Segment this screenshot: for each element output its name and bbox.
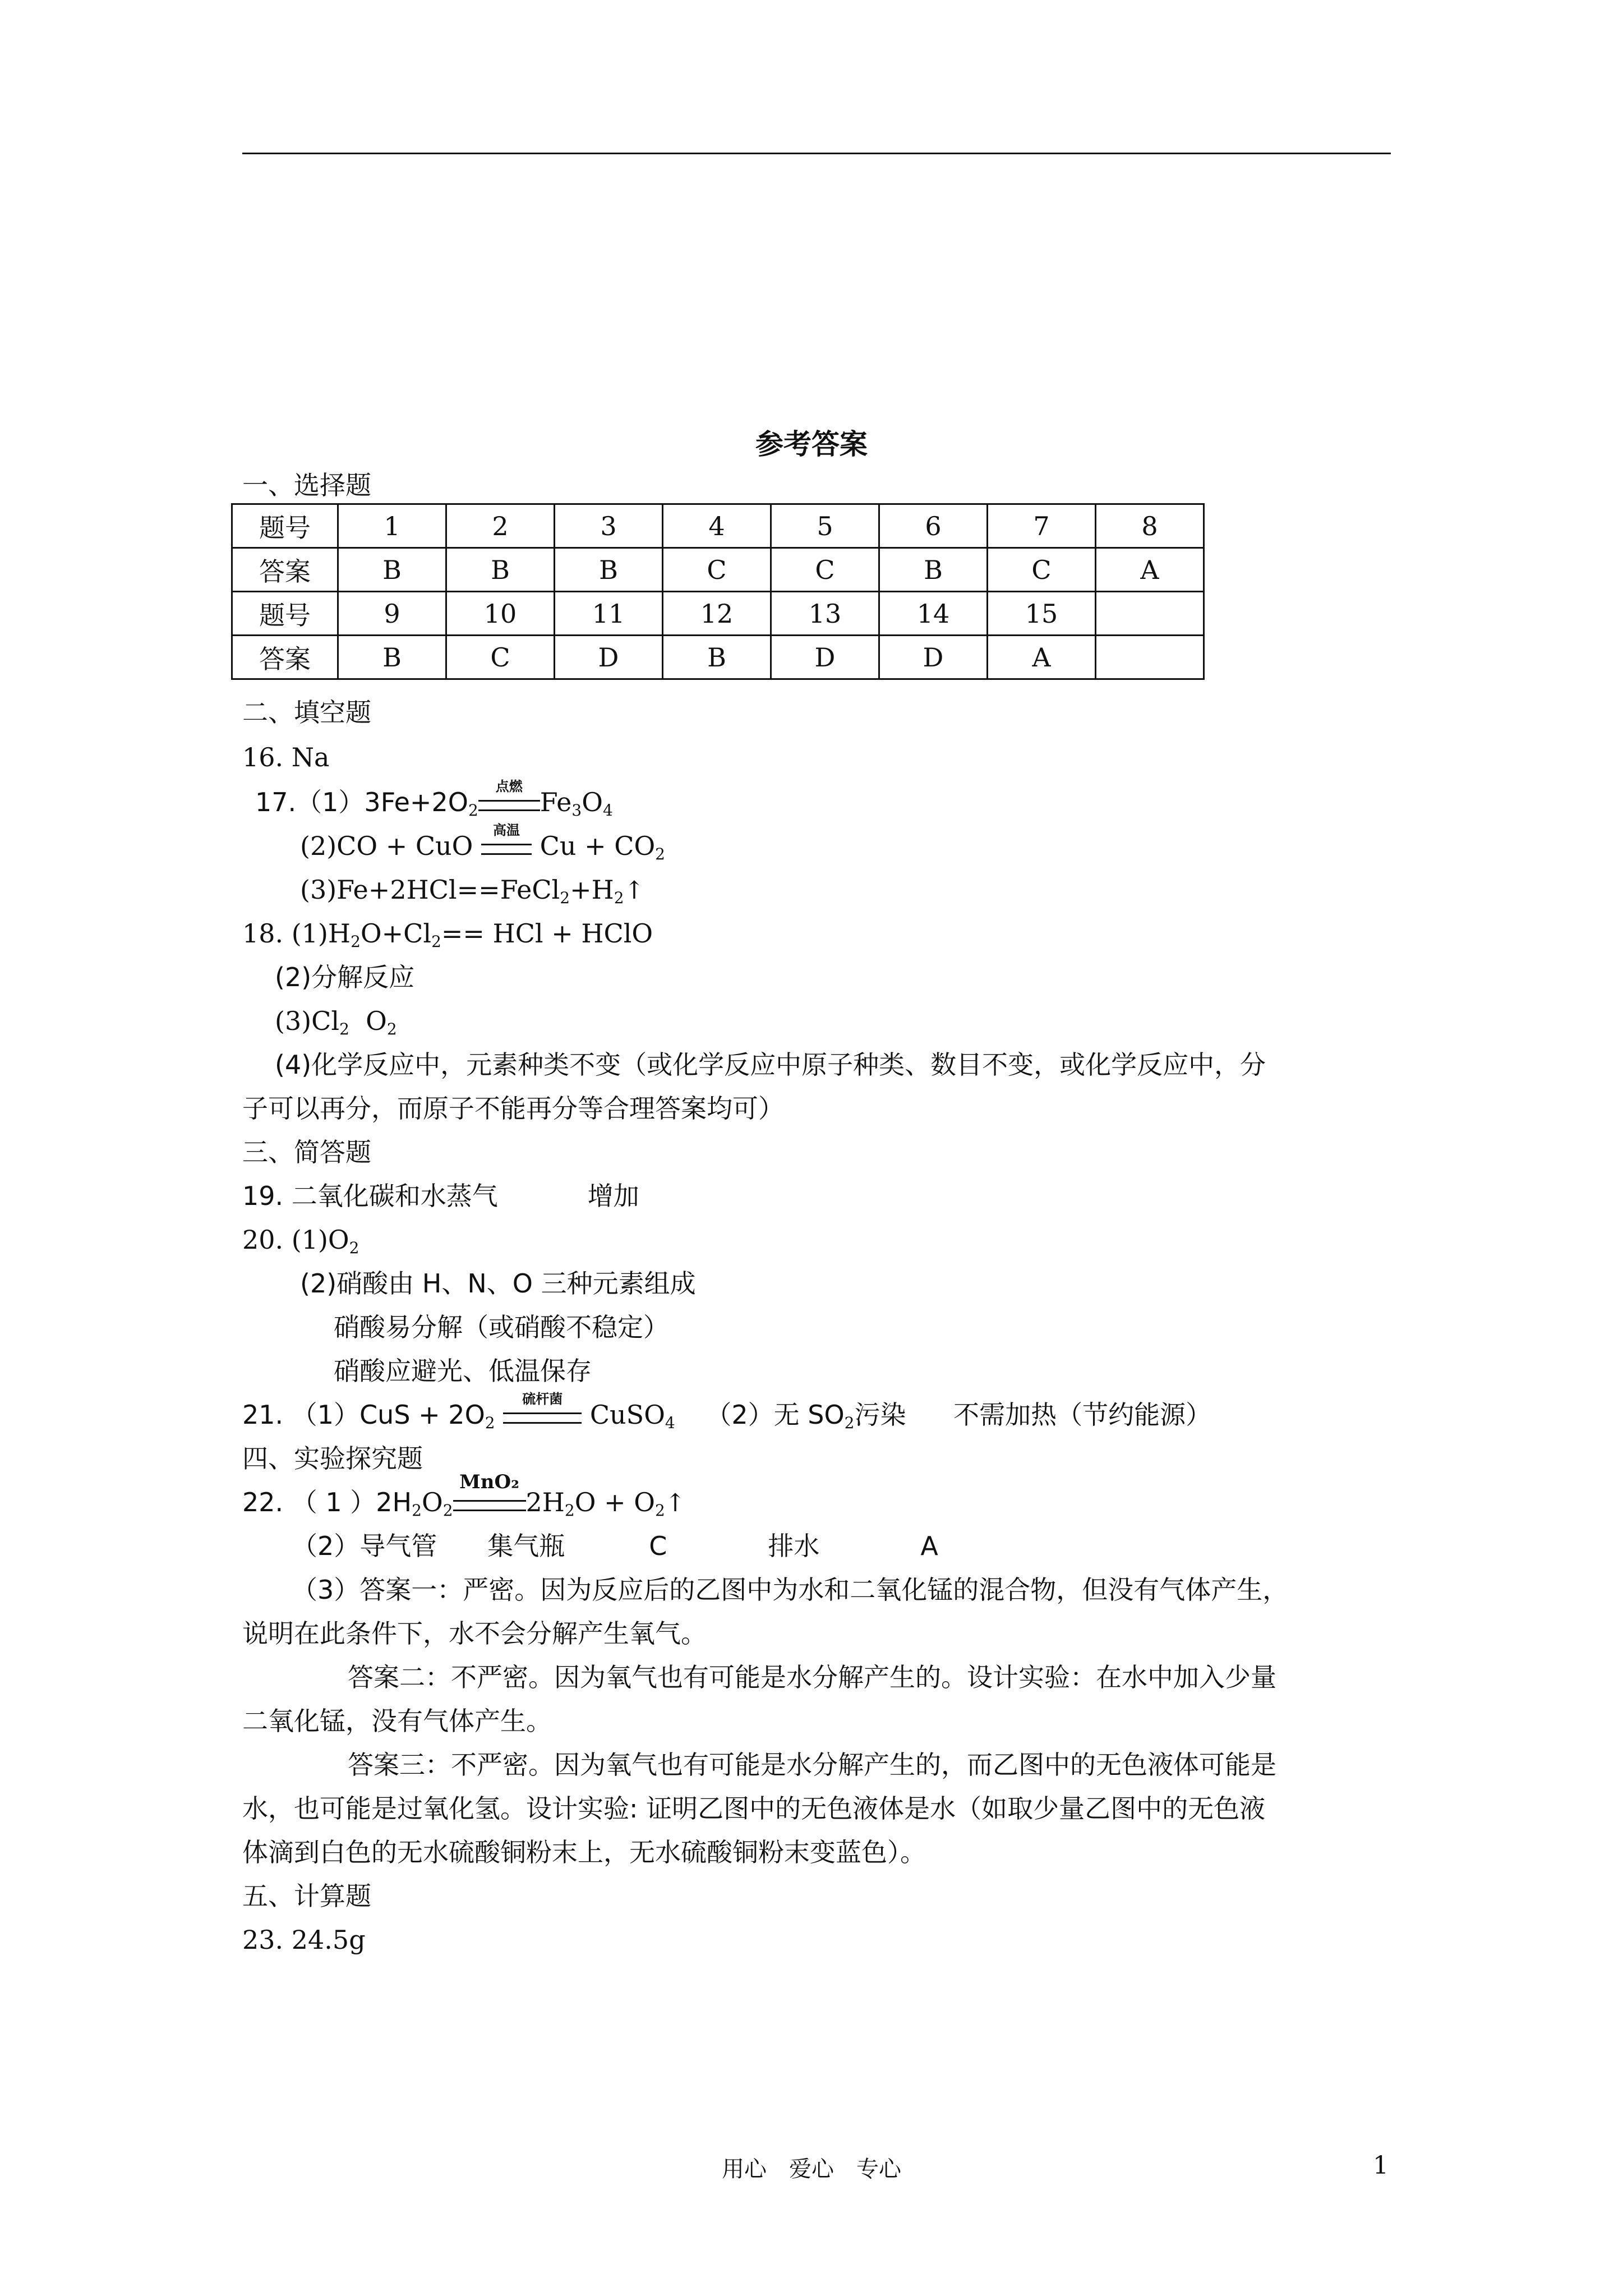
q22-line4: 说明在此条件下，水不会分解产生氧气。 (242, 1618, 707, 1649)
q21-pre: 21. （1）CuS + 2O (242, 1400, 485, 1430)
section-calc: 五、计算题 (242, 1881, 371, 1911)
q22-l1-post-b: O + O (574, 1487, 655, 1517)
subscript: 4 (602, 801, 613, 820)
q17-l2-pre: (2)CO + CuO (300, 831, 473, 861)
section-short: 三、简答题 (242, 1137, 371, 1167)
table-cell: B (338, 636, 446, 679)
table-cell: B (663, 636, 771, 679)
q22-l2-1: 集气瓶 (487, 1531, 565, 1561)
table-cell: 5 (771, 504, 879, 548)
q22-line8: 水，也可能是过氧化氢。设计实验: 证明乙图中的无色液体是水（如取少量乙图中的无色液 (242, 1793, 1266, 1824)
answer-table (231, 503, 1205, 680)
table-cell (1096, 636, 1204, 679)
table-cell: 题号 (232, 504, 338, 548)
table-cell: 9 (338, 592, 446, 636)
q22-l1-b: O (421, 1487, 443, 1517)
table-cell: A (988, 636, 1096, 679)
q19-a: 19. 二氧化碳和水蒸气 (242, 1181, 498, 1211)
section-fill: 二、填空题 (242, 697, 371, 728)
page-title: 参考答案 (755, 428, 868, 461)
subscript: 2 (560, 889, 570, 907)
table-cell: 6 (879, 504, 988, 548)
table-cell: C (771, 548, 879, 592)
subscript: 2 (485, 1414, 495, 1432)
q22-l2-4: A (920, 1531, 938, 1561)
subscript: 2 (655, 845, 665, 863)
table-row (232, 548, 1204, 592)
q21-post: CuSO (589, 1400, 665, 1430)
q22-line7: 答案三：不严密。因为氧气也有可能是水分解产生的，而乙图中的无色液体可能是 (348, 1750, 1276, 1780)
q20-line1 (242, 1223, 359, 1257)
subscript: 2 (654, 1501, 665, 1520)
q22-l1-pre: 22. （ 1 ）2H (242, 1487, 412, 1517)
table-cell: B (338, 548, 446, 592)
condition-text: 高温 (493, 822, 520, 838)
condition-sign (453, 1471, 526, 1511)
subscript: 2 (412, 1501, 422, 1520)
q22-l2-3: 排水 (768, 1531, 820, 1561)
section-choice: 一、选择题 (242, 470, 371, 500)
condition-text: 点燃 (495, 779, 523, 794)
up-arrow-icon: ↑ (665, 1489, 686, 1517)
subscript: 2 (614, 889, 624, 907)
subscript: 2 (431, 932, 441, 951)
table-cell: C (663, 548, 771, 592)
subscript: 4 (665, 1414, 675, 1432)
q17-line2 (300, 822, 665, 863)
q17-l1-post: Fe (540, 787, 572, 817)
table-cell: B (446, 548, 555, 592)
q17-l1-pre: 17.（1）3Fe+2O (255, 787, 468, 817)
q19-line (242, 1179, 639, 1213)
q18-line2: (2)分解反应 (275, 962, 415, 992)
subscript: 2 (349, 1239, 359, 1257)
subscript: 2 (339, 1020, 349, 1038)
table-cell: 12 (663, 592, 771, 636)
subscript: 2 (351, 932, 361, 951)
q20-line3: 硝酸易分解（或硝酸不稳定） (334, 1312, 669, 1342)
table-cell: A (1096, 548, 1204, 592)
q22-l2-2: C (649, 1531, 667, 1561)
table-row (232, 636, 1204, 679)
table-cell: B (879, 548, 988, 592)
subscript: 3 (571, 801, 582, 820)
q18-l3b: O (357, 1006, 387, 1036)
q18-line5: 子可以再分，而原子不能再分等合理答案均可） (242, 1093, 784, 1124)
table-cell: D (879, 636, 988, 679)
table-row (232, 592, 1204, 636)
table-cell: 3 (555, 504, 663, 548)
table-cell: 13 (771, 592, 879, 636)
q20-line4: 硝酸应避光、低温保存 (334, 1356, 592, 1386)
q21-p3: 不需加热（节约能源） (953, 1400, 1212, 1430)
table-cell: 15 (988, 592, 1096, 636)
table-cell: 8 (1096, 504, 1204, 548)
q22-l2-0: （2）导气管 (292, 1531, 437, 1561)
q22-l1-post: 2H (525, 1487, 565, 1517)
section-experiment: 四、实验探究题 (242, 1443, 423, 1474)
table-cell: 答案 (232, 548, 338, 592)
subscript: 2 (468, 801, 478, 820)
table-cell: 1 (338, 504, 446, 548)
q22-line5: 答案二：不严密。因为氧气也有可能是水分解产生的。设计实验：在水中加入少量 (348, 1662, 1276, 1692)
subscript: 2 (386, 1020, 397, 1038)
table-cell: 11 (555, 592, 663, 636)
subscript: 2 (844, 1414, 855, 1432)
q16-answer: 16. Na (242, 742, 330, 772)
table-cell: 题号 (232, 592, 338, 636)
q18-line4: (4)化学反应中，元素种类不变（或化学反应中原子种类、数目不变，或化学反应中，分 (275, 1050, 1266, 1080)
q23-answer: 23. 24.5g (242, 1925, 366, 1955)
page-number: 1 (1373, 2151, 1389, 2180)
q18-line1 (242, 917, 653, 950)
q17-l3: (3)Fe+2HCl==FeCl (300, 875, 560, 905)
subscript: 2 (564, 1501, 575, 1520)
table-cell: D (555, 636, 663, 679)
q20-line2: (2)硝酸由 H、N、O 三种元素组成 (300, 1268, 696, 1299)
q22-line3: （3）答案一：严密。因为反应后的乙图中为水和二氧化锰的混合物，但没有气体产生， (292, 1575, 1289, 1605)
q18-l1b: O+Cl (360, 918, 432, 949)
table-cell: 10 (446, 592, 555, 636)
up-arrow-icon: ↑ (624, 876, 645, 905)
q18-l3a: (3)Cl (275, 1006, 340, 1036)
condition-text: 硫杆菌 (522, 1391, 563, 1407)
table-cell: 14 (879, 592, 988, 636)
condition-sign (478, 779, 540, 811)
condition-sign (503, 1391, 582, 1424)
condition-sign (481, 822, 532, 855)
q17-line3 (300, 873, 644, 908)
q20-l1: 20. (1)O (242, 1225, 349, 1255)
q19-b: 增加 (587, 1181, 639, 1211)
q17-l2-post: Cu + CO (540, 831, 656, 861)
q22-line6: 二氧化锰，没有气体产生。 (242, 1706, 552, 1736)
table-cell: C (446, 636, 555, 679)
page-footer: 用心 爱心 专心 (722, 2156, 901, 2182)
q17-line1: $17.(1)3Fe+2O_2$ 点燃 $Fe_3O_4$ (255, 785, 613, 819)
q18-l1c: == HCl + HClO (441, 918, 653, 949)
q21-line (242, 1391, 1212, 1432)
q17-l3b: +H (570, 875, 614, 905)
condition-text: MnO₂ (459, 1471, 519, 1493)
subscript: 2 (442, 1501, 453, 1520)
table-row (232, 504, 1204, 548)
header-rule (242, 153, 1391, 154)
table-cell: C (988, 548, 1096, 592)
table-cell (1096, 592, 1204, 636)
q22-line1 (242, 1471, 686, 1520)
table-cell: 7 (988, 504, 1096, 548)
q21-p2b: 污染 (854, 1400, 906, 1430)
table-cell: 4 (663, 504, 771, 548)
table-cell: 答案 (232, 636, 338, 679)
q21-p2a: （2）无 SO (706, 1400, 845, 1430)
q18-line3 (275, 1004, 397, 1038)
table-cell: 2 (446, 504, 555, 548)
q18-l1a: 18. (1)H (242, 918, 351, 949)
q22-line9: 体滴到白色的无水硫酸铜粉末上，无水硫酸铜粉末变蓝色）。 (242, 1837, 926, 1867)
q22-line2 (292, 1529, 938, 1563)
table-cell: D (771, 636, 879, 679)
table-cell: B (555, 548, 663, 592)
